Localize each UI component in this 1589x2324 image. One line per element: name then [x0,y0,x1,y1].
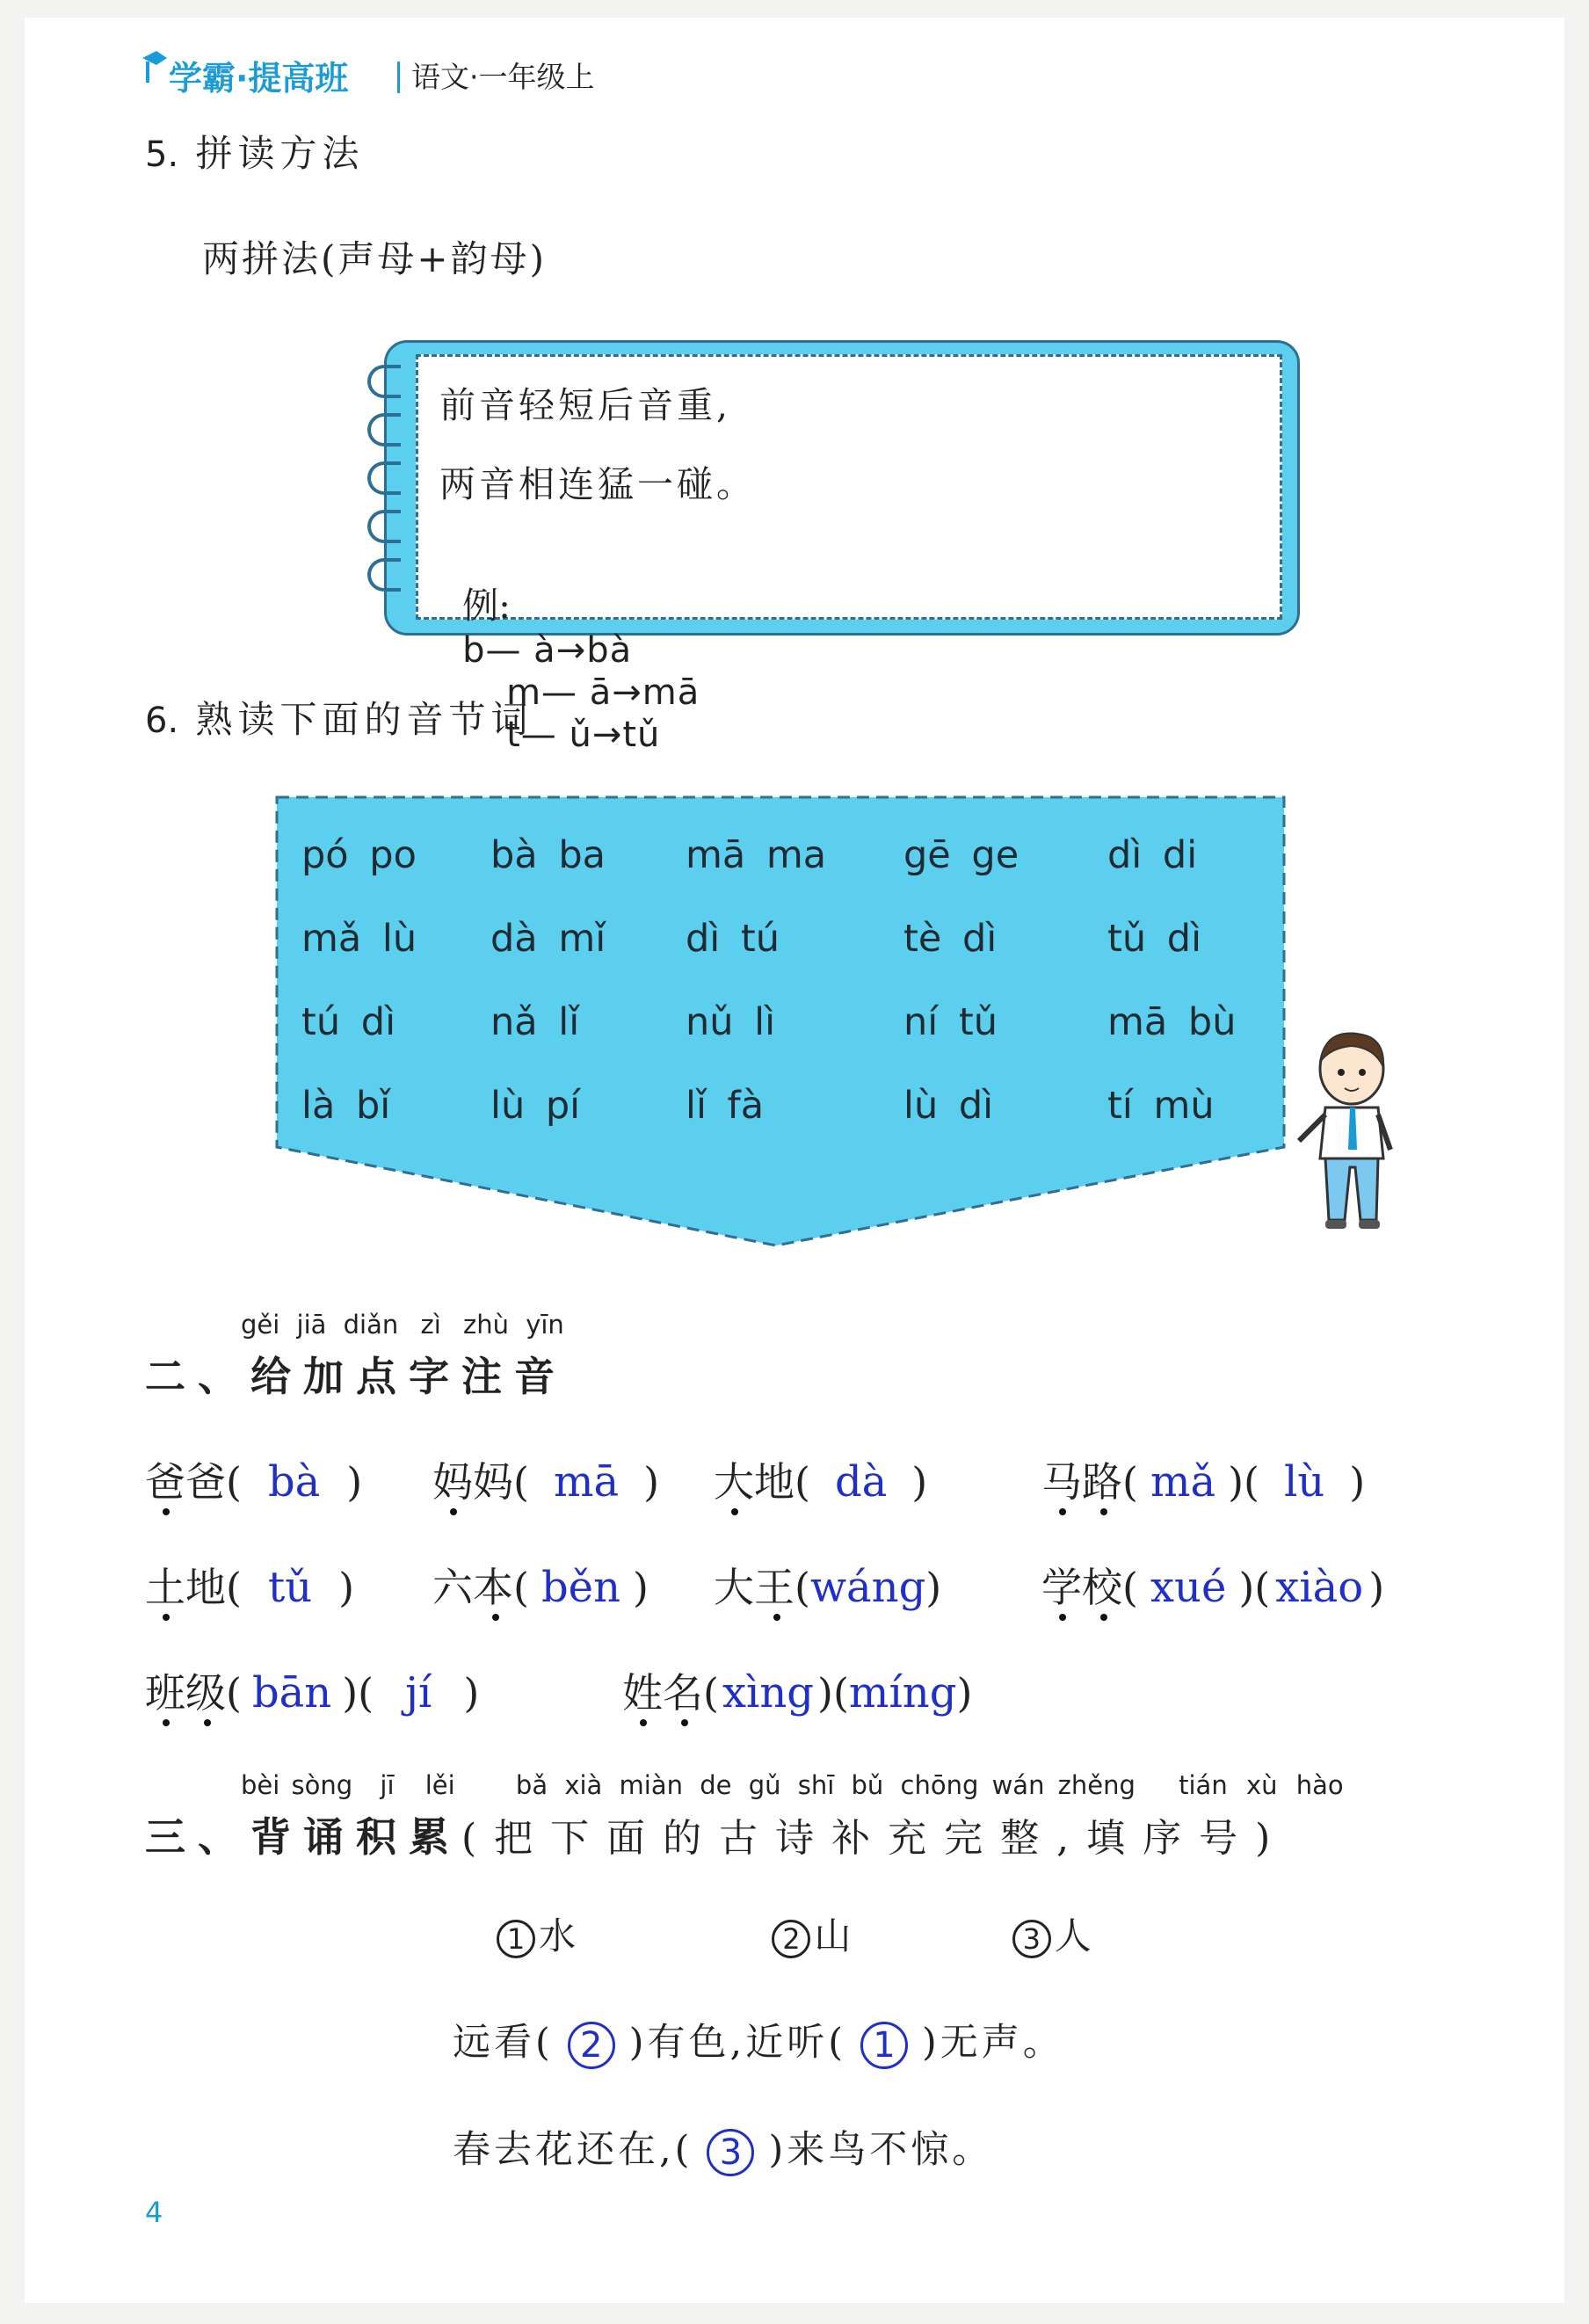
emphasis-dot [492,1614,499,1621]
pinyin-syllable: miàn [619,1770,684,1800]
option-number: 1 [497,1920,535,1958]
answer-item: 大王(wáng) [714,1563,942,1612]
brand-logo [141,47,167,90]
header-divider [397,62,400,93]
emphasis-dot [1100,1508,1107,1515]
syllable-word: nǔ lì [686,1000,776,1044]
example-label: 例: [462,585,511,627]
pinyin-zhu: zhù [462,1310,509,1340]
answer-text: jí [405,1668,432,1718]
option-number: 3 [1012,1920,1051,1958]
emphasis-dot [204,1719,211,1726]
item-word: 土地 [145,1564,226,1611]
syllable-word: mǎ lù [301,917,417,961]
pinyin-syllable: bǎ [515,1770,548,1800]
pinyin-jia: jiā [296,1310,327,1340]
pinyin-syllable: xià [564,1770,603,1800]
answer-text: bà [267,1457,321,1507]
pinyin-syllable: de [700,1770,732,1800]
pinyin-gei: gěi [241,1310,280,1340]
ring-binding-icon [367,365,401,398]
answer-text: bān [251,1668,332,1718]
syllable-word: tè dì [903,917,998,961]
poem-text: )有色,近听( [628,2021,847,2065]
poem-text: 远看( [453,2021,554,2065]
emphasis-dot [1059,1614,1066,1621]
answer-text: xìng [722,1668,815,1718]
pinyin-syllable: wán [991,1770,1045,1800]
option-char: 山 [814,1914,852,1957]
syllable-word: tí mù [1107,1084,1215,1128]
poem-line-1 [453,2013,1064,2069]
pinyin-syllable: jī [380,1770,395,1800]
answer-text: xiào [1275,1563,1364,1612]
syllable-word: tú dì [301,1000,396,1044]
method-text: 两拼法(声母+韵母) [202,237,547,280]
boy-illustration-icon [1290,1027,1404,1238]
answer-text: dà [834,1457,888,1507]
example-2: m— ā→mā [506,672,700,713]
part2-title: 二、给加点字注音 [145,1353,567,1400]
answer-text: běn [541,1563,620,1612]
section6-title: 熟读下面的音节词 [195,698,533,741]
ring-binding-icon [367,413,401,447]
poem-line-2 [453,2120,993,2176]
answer-text: wáng [809,1563,926,1612]
syllable-word: dà mǐ [490,917,606,961]
syllable-word: bà ba [490,833,606,877]
answer-item: 学校( xué )( xiào ) [1041,1563,1385,1612]
pinyin-syllable: tián [1179,1770,1228,1800]
section5-title: 拼读方法 [195,132,365,175]
part3-title [145,1805,1288,1863]
pinyin-syllable: sòng [291,1770,353,1800]
option-1 [497,1914,576,1957]
part3-title-main: 三、背诵积累 [145,1813,461,1861]
section5-heading [145,125,365,178]
pinyin-yin: yīn [526,1310,564,1340]
syllable-word: mā bù [1107,1000,1237,1044]
answer-text: míng [848,1668,957,1718]
pinyin-syllable: shī [797,1770,835,1800]
emphasis-dot [681,1719,688,1726]
syllable-word: pó po [301,833,417,877]
item-word: 马路 [1041,1458,1122,1506]
pinyin-zi: zì [420,1310,441,1340]
answer-item: 妈妈( mā ) [432,1457,660,1507]
item-word: 六本 [432,1564,513,1611]
emphasis-dot [163,1508,170,1515]
section6-number: 6. [145,701,179,741]
answer-circle: 1 [860,2022,908,2069]
option-3 [1012,1914,1092,1957]
syllable-word: ní tǔ [903,1000,998,1044]
syllable-word: lù dì [903,1084,994,1128]
rule-line-1: 前音轻短后音重, [439,384,732,426]
answer-circle: 3 [707,2129,754,2176]
answer-item: 爸爸( bà ) [145,1457,363,1507]
emphasis-dot [731,1508,738,1515]
syllable-word: gē ge [903,833,1019,877]
brand-title: 学霸·提高班 [169,59,349,98]
syllable-word: dì di [1107,833,1198,877]
example-3: t— ǔ→tǔ [506,715,661,755]
pinyin-syllable: xù [1245,1770,1278,1800]
answer-text: lù [1284,1457,1325,1507]
answer-circle: 2 [568,2022,615,2069]
page-number: 4 [145,2196,163,2229]
ring-binding-icon [367,558,401,592]
item-word: 学校 [1041,1564,1122,1611]
ring-binding-icon [367,510,401,543]
item-word: 班级 [145,1669,226,1717]
answer-item: 班级( bān )( jí ) [145,1668,480,1718]
option-char: 人 [1054,1914,1092,1957]
option-number: 2 [772,1920,810,1958]
emphasis-dot [163,1719,170,1726]
syllable-word: nǎ lǐ [490,1000,580,1044]
pinyin-syllable: zhěng [1057,1770,1136,1800]
section6-heading [145,691,533,744]
emphasis-dot [450,1508,457,1515]
syllable-word: lǐ fà [686,1084,765,1128]
emphasis-dot [163,1614,170,1621]
syllable-word: dì tú [686,917,780,961]
pinyin-syllable: gǔ [748,1770,781,1800]
emphasis-dot [1100,1614,1107,1621]
pinyin-syllable: chōng [900,1770,979,1800]
answer-text: mǎ [1150,1457,1216,1507]
pinyin-syllable: lěi [424,1770,455,1800]
header-subject: 语文·一年级上 [411,60,595,94]
answer-item: 六本( běn ) [432,1563,649,1612]
pinyin-syllable: bǔ [851,1770,884,1800]
item-word: 爸爸 [145,1458,226,1506]
answer-text: mā [553,1457,620,1507]
item-word: 大地 [714,1458,794,1506]
poem-text: )来鸟不惊。 [768,2128,994,2172]
item-word: 大王 [714,1564,794,1611]
ring-binding-icon [367,461,401,495]
rule-line-2: 两音相连猛一碰。 [439,463,756,505]
part2-pinyin [241,1310,564,1340]
emphasis-dot [640,1719,647,1726]
part3-title-paren: (把下面的古诗补充完整,填序号) [461,1816,1288,1861]
answer-item: 土地( tǔ ) [145,1563,355,1612]
option-2 [772,1914,851,1957]
answer-text: tǔ [267,1563,313,1612]
option-char: 水 [539,1914,577,1957]
pinyin-dian: diǎn [343,1310,399,1340]
item-word: 姓名 [622,1669,703,1717]
syllable-word: tǔ dì [1107,917,1202,961]
syllable-word: lù pí [490,1084,581,1128]
pinyin-syllable: hào [1295,1770,1344,1800]
poem-text: )无声。 [922,2021,1064,2065]
item-word: 妈妈 [432,1458,513,1506]
emphasis-dot [773,1614,780,1621]
example-1: b— à→bà [462,630,633,671]
answer-item: 大地( dà ) [714,1457,928,1507]
poem-options [497,1907,1092,1960]
poem-text: 春去花还在,( [453,2128,693,2172]
part3-pinyin [241,1770,1344,1800]
emphasis-dot [1059,1508,1066,1515]
syllable-word: là bǐ [301,1084,391,1128]
syllable-word: mā ma [686,833,827,877]
answer-text: xué [1150,1563,1227,1612]
answer-item: 马路( mǎ )( lù ) [1041,1457,1366,1507]
pinyin-syllable: bèi [241,1770,280,1800]
answer-item: 姓名(xìng)(míng) [622,1668,973,1718]
section5-number: 5. [145,134,179,175]
graduation-cap-icon [141,47,167,86]
